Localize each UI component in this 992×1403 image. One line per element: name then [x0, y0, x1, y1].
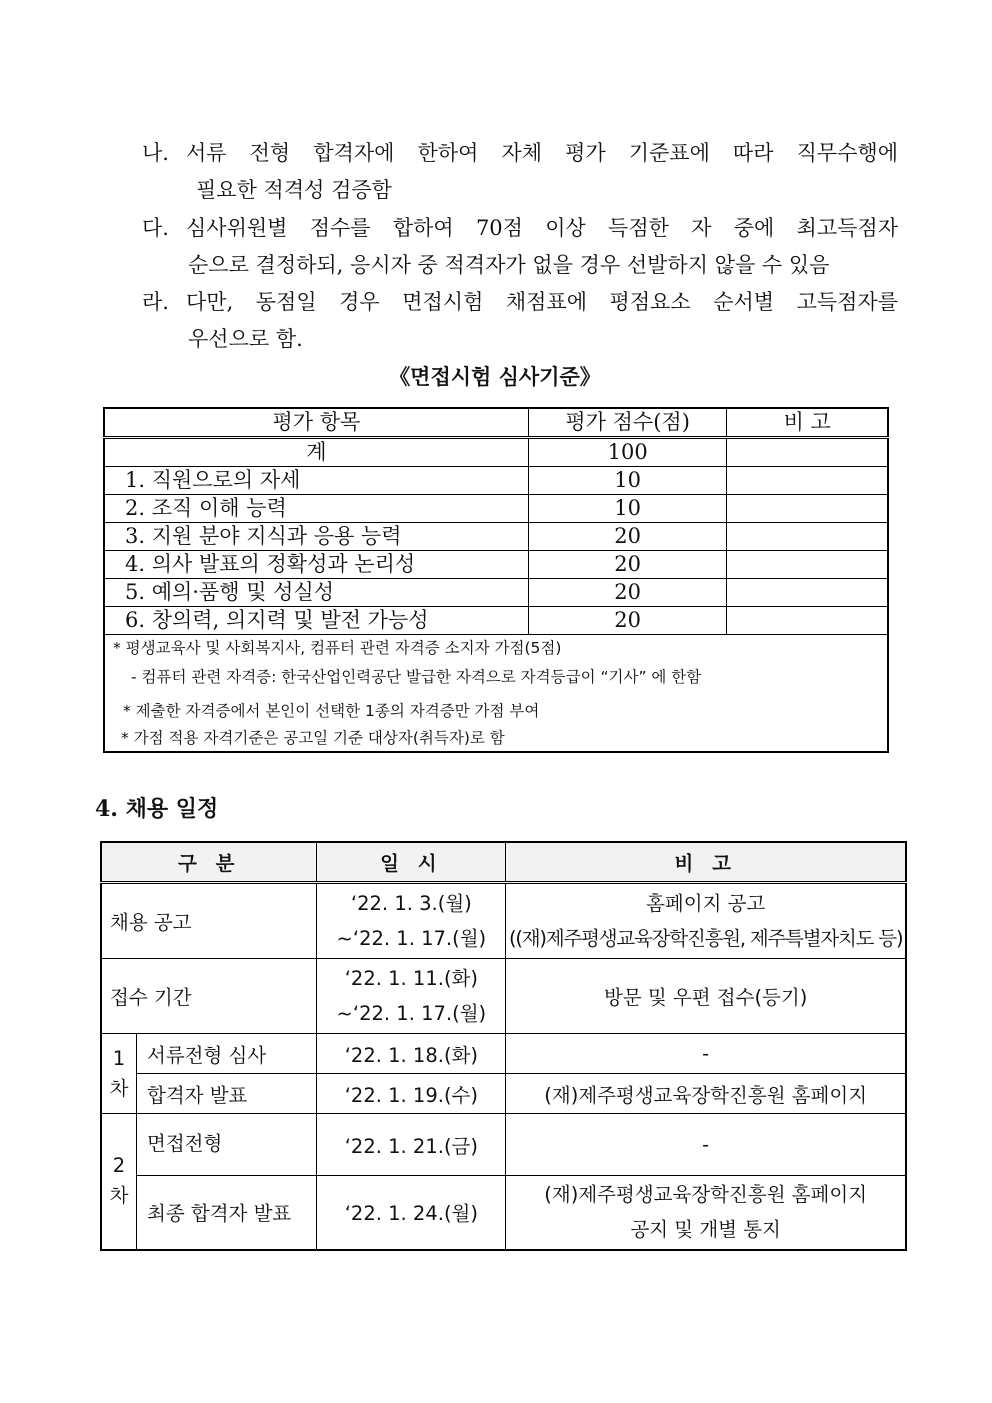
date-cell: ‘22. 1. 24.(월) — [317, 1176, 506, 1250]
remarks-cell — [727, 551, 888, 579]
remarks-cell — [506, 1176, 906, 1250]
criteria-caption: 《면접시험 심사기준》 — [389, 364, 601, 389]
table-row — [101, 959, 906, 1034]
item-score: 20 — [528, 551, 727, 579]
remarks-cell: (재)제주평생교육장학진흥원 홈페이지 — [506, 1074, 906, 1114]
note-line: * 평생교육사 및 사회복지사, 컴퓨터 관련 자격증 소지자 가점(5점) — [113, 639, 562, 657]
stage-label: 2 차 — [101, 1114, 137, 1250]
item-label: 4. 의사 발표의 정확성과 논리성 — [104, 551, 528, 579]
table-row — [101, 1034, 906, 1074]
item-label: 6. 창의력, 의지력 및 발전 가능성 — [104, 607, 528, 635]
item-label: 5. 예의·품행 및 성실성 — [104, 579, 528, 607]
interview-criteria-table — [103, 407, 889, 753]
total-label: 계 — [104, 438, 528, 467]
table-row — [104, 607, 888, 635]
section-title: 4. 채용 일정 — [95, 796, 219, 822]
row-label: 면접전형 — [137, 1114, 317, 1176]
remarks-line: (재)제주평생교육장학진흥원 홈페이지 — [544, 1183, 868, 1207]
item-score: 20 — [528, 607, 727, 635]
paragraph-continuation: 필요한 적격성 검증함 — [196, 178, 392, 202]
paragraph-marker: 라. — [142, 290, 169, 314]
remarks-cell — [727, 607, 888, 635]
item-score: 10 — [528, 495, 727, 523]
remarks-cell — [727, 579, 888, 607]
date-end: ~‘22. 1. 17.(월) — [336, 927, 487, 950]
table-row — [101, 883, 906, 959]
paragraph-da — [142, 210, 898, 284]
table-row — [104, 579, 888, 607]
date-cell: ‘22. 1. 19.(수) — [317, 1074, 506, 1114]
table-row — [104, 523, 888, 551]
total-score: 100 — [528, 438, 727, 467]
table-row — [104, 495, 888, 523]
remarks-cell — [727, 523, 888, 551]
paragraph-na — [142, 135, 898, 209]
paragraph-ra — [142, 284, 898, 358]
paragraph-text: 심사위원별 점수를 합하여 70점 이상 득점한 자 중에 최고득점자 — [186, 216, 898, 240]
remarks-cell — [727, 467, 888, 495]
note-line: - 컴퓨터 관련 자격증: 한국산업인력공단 발급한 자격으로 자격등급이 “기사” 에 한함 — [131, 668, 702, 686]
header-score: 평가 점수(점) — [528, 408, 727, 438]
paragraph-continuation: 우선으로 함. — [188, 327, 303, 351]
row-label: 채용 공고 — [101, 883, 317, 959]
remarks-line: ((재)제주평생교육장학진흥원, 제주특별자치도 등) — [508, 927, 903, 950]
table-row — [101, 1176, 906, 1250]
date-start: ‘22. 1. 3.(월) — [350, 892, 472, 915]
date-cell — [317, 959, 506, 1034]
item-label: 1. 직원으로의 자세 — [104, 467, 528, 495]
table-row — [104, 467, 888, 495]
remarks-cell: - — [506, 1114, 906, 1176]
row-label: 서류전형 심사 — [137, 1034, 317, 1074]
remarks-cell — [727, 495, 888, 523]
header-category: 구 분 — [101, 842, 317, 883]
date-cell: ‘22. 1. 18.(화) — [317, 1034, 506, 1074]
row-label: 최종 합격자 발표 — [137, 1176, 317, 1250]
remarks-cell — [727, 438, 888, 467]
item-score: 10 — [528, 467, 727, 495]
item-score: 20 — [528, 579, 727, 607]
paragraph-continuation: 순으로 결정하되, 응시자 중 적격자가 없을 경우 선발하지 않을 수 있음 — [188, 253, 830, 277]
date-end: ~‘22. 1. 17.(월) — [336, 1002, 487, 1025]
paragraph-marker: 나. — [142, 141, 169, 165]
remarks-cell: 방문 및 우편 접수(등기) — [506, 959, 906, 1034]
note-line: * 제출한 자격증에서 본인이 선택한 1종의 자격증만 가점 부여 — [123, 702, 540, 720]
table-row — [101, 1074, 906, 1114]
notes-row — [104, 635, 888, 753]
remarks-line: 공지 및 개별 통지 — [630, 1218, 781, 1242]
date-cell — [317, 883, 506, 959]
header-date: 일 시 — [317, 842, 506, 883]
item-label: 3. 지원 분야 지식과 응용 능력 — [104, 523, 528, 551]
header-remarks: 비 고 — [506, 842, 906, 883]
item-score: 20 — [528, 523, 727, 551]
stage-label: 1 차 — [101, 1034, 137, 1114]
table-header-row — [104, 408, 888, 438]
item-label: 2. 조직 이해 능력 — [104, 495, 528, 523]
date-start: ‘22. 1. 11.(화) — [344, 967, 478, 990]
remarks-cell — [506, 883, 906, 959]
recruitment-schedule-table — [100, 841, 907, 1251]
table-header-row — [101, 842, 906, 883]
header-item: 평가 항목 — [104, 408, 528, 438]
table-row — [104, 551, 888, 579]
date-cell: ‘22. 1. 21.(금) — [317, 1114, 506, 1176]
header-remarks: 비 고 — [727, 408, 888, 438]
table-row-total — [104, 438, 888, 467]
table-row — [101, 1114, 906, 1176]
paragraph-text: 서류 전형 합격자에 한하여 자체 평가 기준표에 따라 직무수행에 — [186, 141, 898, 165]
remarks-cell: - — [506, 1034, 906, 1074]
note-line: * 가점 적용 자격기준은 공고일 기준 대상자(취득자)로 함 — [121, 729, 505, 747]
row-label: 합격자 발표 — [137, 1074, 317, 1114]
row-label: 접수 기간 — [101, 959, 317, 1034]
paragraph-marker: 다. — [142, 216, 169, 240]
remarks-line: 홈페이지 공고 — [646, 892, 766, 915]
paragraph-text: 다만, 동점일 경우 면접시험 채점표에 평점요소 순서별 고득점자를 — [186, 290, 898, 314]
notes-cell — [104, 635, 888, 753]
